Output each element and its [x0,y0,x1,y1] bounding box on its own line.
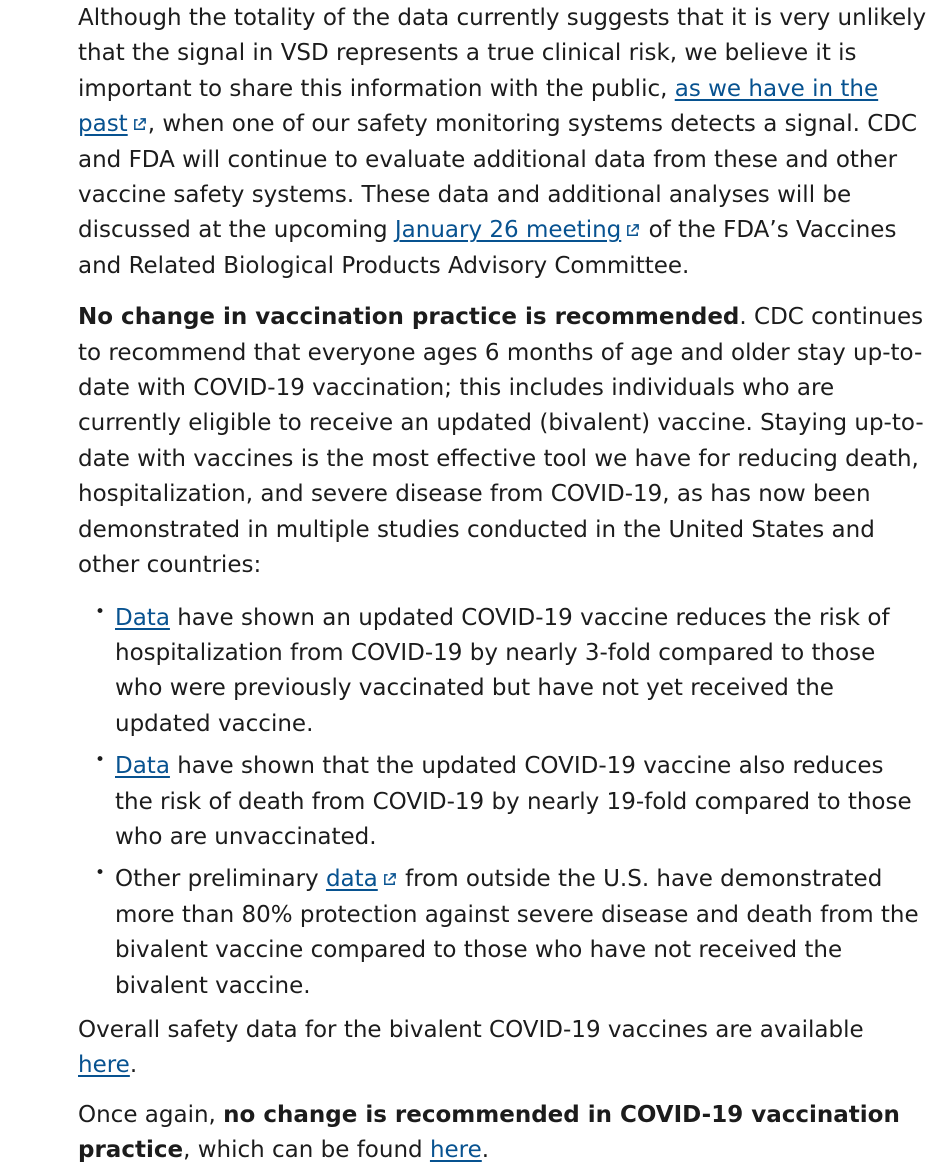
external-link-icon [132,117,147,132]
paragraph-text: . CDC continues to recommend that everyone ages 6 months of age and older stay up-to-date with COVID-19 vaccination; this includes individuals who are currently eligible to receive an updated (bivalent) vaccine. Staying up-to-date with vaccines is the most effective tool we have for reducing death, hospitalization, and severe disease from COVID-19, as has now been demonstrated in multiple studies conducted in the United States and other countries: [78,304,924,579]
external-link-icon [382,872,397,887]
paragraph-safety-data: Overall safety data for the bivalent COVID-19 vaccines are available here. [78,1016,864,1079]
list-item: • Data have shown that the updated COVID-19 vaccine also reduces the risk of death from COVID-19 by nearly 19-fold compared to those who are unvaccinated. [78,749,928,855]
paragraph-no-change [78,300,928,583]
bullet-dot: • [95,601,106,622]
data-link[interactable]: Data [115,753,170,780]
evidence-list [78,601,928,1004]
paragraph-text: , when one of our safety monitoring systems detects a signal. CDC and FDA will continue to evaluate additional data from these and other vaccine safety systems. These data and additional analyses will be discussed at the upcoming [78,111,918,244]
external-link-icon [625,223,640,238]
paragraph-once-again: Once again, no change is recommended in COVID-19 vaccination practice, which can be found here. [78,1101,900,1164]
data-external-link[interactable]: data [325,866,378,893]
bold-statement: No change in vaccination practice is recommended [78,304,740,331]
safety-data-here-link[interactable]: here [78,1052,130,1079]
bullet-dot: • [95,863,106,884]
list-item: • Other preliminary data from outside the U.S. have demonstrated more than 80% protection against severe disease and death from the bivalent vaccine compared to those who have not received the bivalent vaccine. [78,862,928,1004]
january-26-meeting-link[interactable]: January 26 meeting [394,217,622,244]
as-we-have-in-the-past-link[interactable]: as we have in the past [78,75,879,138]
paragraph-text: Although the totality of the data currently suggests that it is very unlikely that the signal in VSD represents a true clinical risk, we believe it is important to share this information with the public, [78,5,927,102]
article-content [78,0,928,1169]
paragraph-text: of the FDA’s Vaccines and Related Biological Products Advisory Committee. [78,217,897,279]
vaccination-practice-here-link[interactable]: here [429,1137,482,1164]
bullet-dot: • [95,750,106,771]
data-link[interactable]: Data [115,604,170,631]
paragraph-signal-sharing [78,1,928,284]
list-item: • Data have shown an updated COVID-19 vaccine reduces the risk of hospitalization from COVID-19 by nearly 3-fold compared to those who were previously vaccinated but have not yet received the updated vaccine. [78,601,928,743]
bold-statement: no change is recommended in COVID-19 vaccination practice [78,1101,900,1164]
